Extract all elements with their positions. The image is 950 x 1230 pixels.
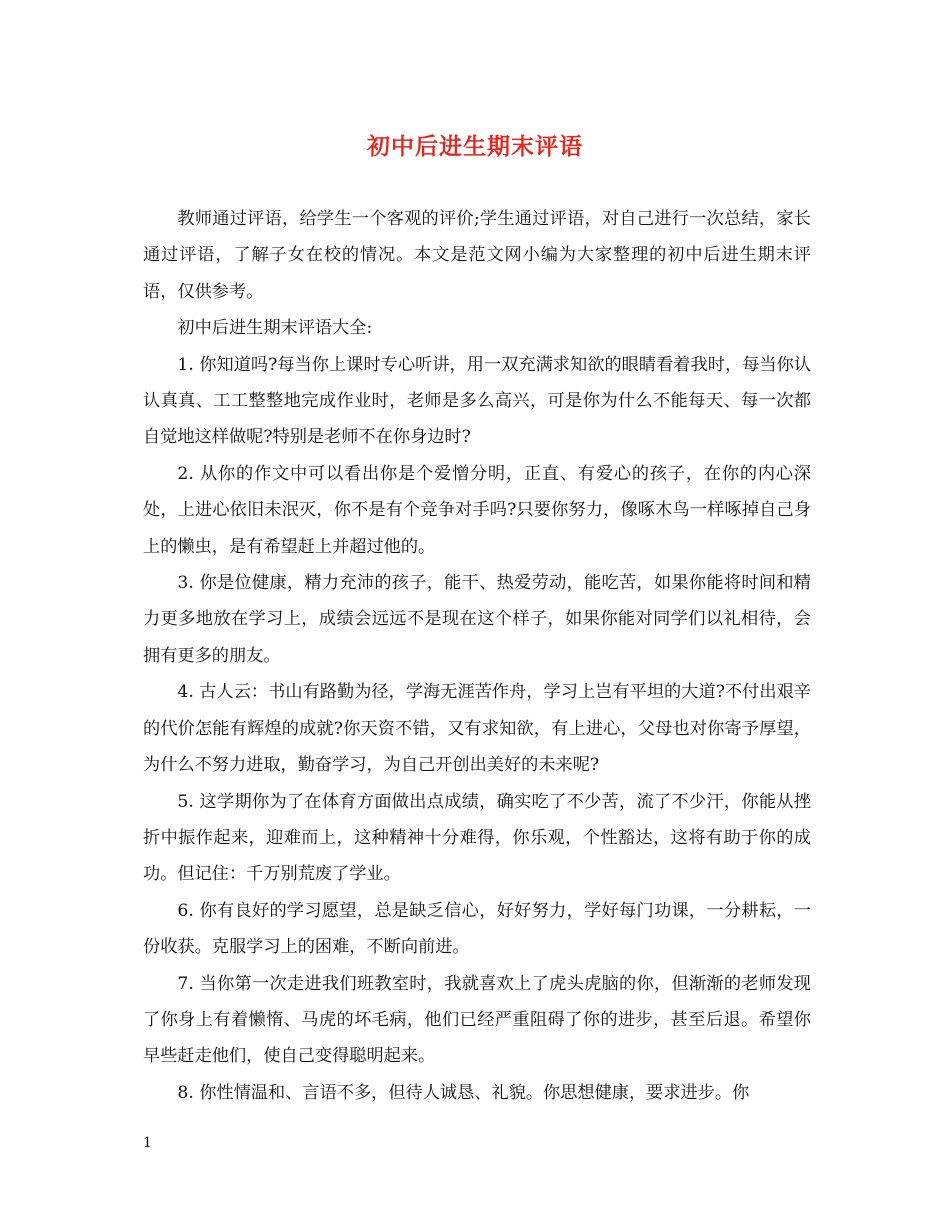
document-body	[143, 201, 811, 1111]
comment-item-6: 6. 你有良好的学习愿望，总是缺乏信心，好好努力，学好每门功课，一分耕耘，一份收获。克服学习上的困难，不断向前进。	[143, 900, 811, 958]
comment-item-5: 5. 这学期你为了在体育方面做出点成绩，确实吃了不少苦，流了不少汗，你能从挫折中振作起来，迎难而上，这种精神十分难得，你乐观，个性豁达，这将有助于你的成功。但记住：千万别荒废了学业。	[143, 791, 811, 885]
comment-item-3: 3. 你是位健康，精力充沛的孩子，能干、热爱劳动，能吃苦，如果你能将时间和精力更多地放在学习上，成绩会远远不是现在这个样子，如果你能对同学们以礼相待，会拥有更多的朋友。	[143, 573, 811, 666]
comment-item-1: 1. 你知道吗?每当你上课时专心听讲，用一双充满求知欲的眼睛看着我时，每当你认认真真、工工整整地完成作业时，老师是多么高兴，可是你为什么不能每天、每一次都自觉地这样做呢?特别是老师不在你身边时?	[143, 354, 811, 448]
intro-paragraph: 教师通过评语，给学生一个客观的评价;学生通过评语，对自己进行一次总结，家长通过评语，了解子女在校的情况。本文是范文网小编为大家整理的初中后进生期末评语，仅供参考。	[143, 209, 811, 302]
comment-item-2: 2. 从你的作文中可以看出你是个爱憎分明，正直、有爱心的孩子，在你的内心深处，上进心依旧未泯灭，你不是有个竞争对手吗?只要你努力，像啄木鸟一样啄掉自己身上的懒虫，是有希望赶上并超过他的。	[143, 463, 811, 557]
comment-item-8: 8. 你性情温和、言语不多，但待人诚恳、礼貌。你思想健康，要求进步。你	[177, 1082, 750, 1103]
comment-item-4: 4. 古人云：书山有路勤为径，学海无涯苦作舟，学习上岂有平坦的大道?不付出艰辛的代价怎能有辉煌的成就?你天资不错，又有求知欲，有上进心，父母也对你寄予厚望，为什么不努力进取，勤奋学习，为自己开创出美好的未来呢?	[143, 682, 811, 776]
document-title: 初中后进生期末评语	[367, 133, 583, 160]
comment-item-7: 7. 当你第一次走进我们班教室时，我就喜欢上了虎头虎脑的你，但渐渐的老师发现了你身上有着懒惰、马虎的坏毛病，他们已经严重阻碍了你的进步，甚至后退。希望你早些赶走他们，使自己变得聪明起来。	[143, 973, 811, 1067]
section-heading: 初中后进生期末评语大全:	[177, 318, 373, 339]
page-number: 1	[143, 1135, 152, 1151]
